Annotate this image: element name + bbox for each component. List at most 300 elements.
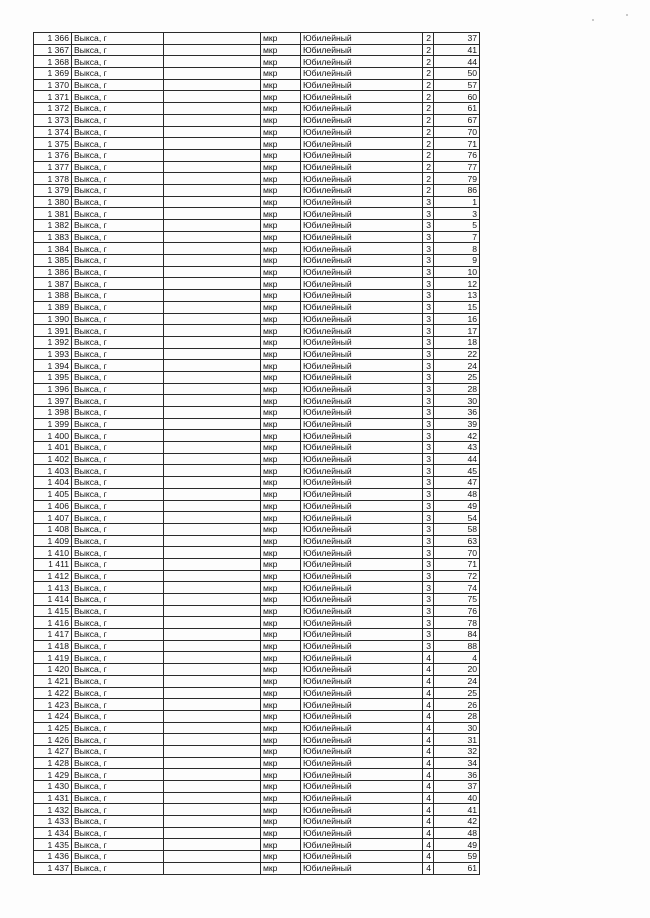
apartment-number-cell: 49 [434, 500, 480, 512]
row-number-cell: 1 416 [34, 617, 72, 629]
table-row [34, 792, 480, 804]
settlement-type-cell: мкр [261, 488, 301, 500]
house-number-cell: 3 [423, 570, 434, 582]
table-row [34, 535, 480, 547]
apartment-number-cell: 47 [434, 477, 480, 489]
city-cell: Выкса, г [72, 745, 164, 757]
street-cell: Юбилейный [301, 781, 423, 793]
street-cell: Юбилейный [301, 792, 423, 804]
apartment-number-cell: 67 [434, 114, 480, 126]
house-number-cell: 2 [423, 149, 434, 161]
street-cell: Юбилейный [301, 208, 423, 220]
street-cell: Юбилейный [301, 547, 423, 559]
blank-cell [164, 231, 261, 243]
row-number-cell: 1 420 [34, 664, 72, 676]
row-number-cell: 1 412 [34, 570, 72, 582]
table-row [34, 196, 480, 208]
apartment-number-cell: 37 [434, 33, 480, 45]
house-number-cell: 4 [423, 816, 434, 828]
row-number-cell: 1 411 [34, 558, 72, 570]
row-number-cell: 1 405 [34, 488, 72, 500]
row-number-cell: 1 388 [34, 290, 72, 302]
street-cell: Юбилейный [301, 138, 423, 150]
settlement-type-cell: мкр [261, 453, 301, 465]
blank-cell [164, 640, 261, 652]
settlement-type-cell: мкр [261, 173, 301, 185]
city-cell: Выкса, г [72, 161, 164, 173]
blank-cell [164, 360, 261, 372]
house-number-cell: 3 [423, 617, 434, 629]
settlement-type-cell: мкр [261, 383, 301, 395]
house-number-cell: 3 [423, 465, 434, 477]
address-table [33, 32, 480, 875]
blank-cell [164, 617, 261, 629]
apartment-number-cell: 17 [434, 325, 480, 337]
street-cell: Юбилейный [301, 68, 423, 80]
apartment-number-cell: 10 [434, 266, 480, 278]
blank-cell [164, 488, 261, 500]
row-number-cell: 1 410 [34, 547, 72, 559]
row-number-cell: 1 393 [34, 348, 72, 360]
settlement-type-cell: мкр [261, 184, 301, 196]
blank-cell [164, 594, 261, 606]
street-cell: Юбилейный [301, 687, 423, 699]
apartment-number-cell: 41 [434, 44, 480, 56]
row-number-cell: 1 391 [34, 325, 72, 337]
house-number-cell: 3 [423, 336, 434, 348]
city-cell: Выкса, г [72, 465, 164, 477]
settlement-type-cell: мкр [261, 547, 301, 559]
table-row [34, 255, 480, 267]
row-number-cell: 1 379 [34, 184, 72, 196]
street-cell: Юбилейный [301, 418, 423, 430]
settlement-type-cell: мкр [261, 68, 301, 80]
settlement-type-cell: мкр [261, 290, 301, 302]
row-number-cell: 1 418 [34, 640, 72, 652]
street-cell: Юбилейный [301, 769, 423, 781]
apartment-number-cell: 12 [434, 278, 480, 290]
blank-cell [164, 757, 261, 769]
apartment-number-cell: 58 [434, 523, 480, 535]
blank-cell [164, 430, 261, 442]
blank-cell [164, 664, 261, 676]
house-number-cell: 4 [423, 792, 434, 804]
settlement-type-cell: мкр [261, 640, 301, 652]
blank-cell [164, 91, 261, 103]
table-row [34, 781, 480, 793]
city-cell: Выкса, г [72, 173, 164, 185]
blank-cell [164, 79, 261, 91]
settlement-type-cell: мкр [261, 512, 301, 524]
row-number-cell: 1 381 [34, 208, 72, 220]
apartment-number-cell: 22 [434, 348, 480, 360]
row-number-cell: 1 425 [34, 722, 72, 734]
blank-cell [164, 477, 261, 489]
settlement-type-cell: мкр [261, 430, 301, 442]
settlement-type-cell: мкр [261, 710, 301, 722]
city-cell: Выкса, г [72, 33, 164, 45]
street-cell: Юбилейный [301, 430, 423, 442]
street-cell: Юбилейный [301, 79, 423, 91]
street-cell: Юбилейный [301, 126, 423, 138]
apartment-number-cell: 1 [434, 196, 480, 208]
apartment-number-cell: 18 [434, 336, 480, 348]
apartment-number-cell: 7 [434, 231, 480, 243]
table-row [34, 488, 480, 500]
apartment-number-cell: 42 [434, 430, 480, 442]
settlement-type-cell: мкр [261, 827, 301, 839]
blank-cell [164, 722, 261, 734]
row-number-cell: 1 435 [34, 839, 72, 851]
street-cell: Юбилейный [301, 371, 423, 383]
settlement-type-cell: мкр [261, 395, 301, 407]
row-number-cell: 1 386 [34, 266, 72, 278]
house-number-cell: 3 [423, 430, 434, 442]
house-number-cell: 3 [423, 407, 434, 419]
city-cell: Выкса, г [72, 769, 164, 781]
apartment-number-cell: 31 [434, 734, 480, 746]
apartment-number-cell: 26 [434, 699, 480, 711]
settlement-type-cell: мкр [261, 79, 301, 91]
settlement-type-cell: мкр [261, 44, 301, 56]
apartment-number-cell: 61 [434, 862, 480, 874]
house-number-cell: 4 [423, 839, 434, 851]
house-number-cell: 3 [423, 395, 434, 407]
city-cell: Выкса, г [72, 266, 164, 278]
row-number-cell: 1 407 [34, 512, 72, 524]
table-row [34, 816, 480, 828]
house-number-cell: 3 [423, 255, 434, 267]
table-row [34, 769, 480, 781]
row-number-cell: 1 431 [34, 792, 72, 804]
blank-cell [164, 266, 261, 278]
blank-cell [164, 816, 261, 828]
house-number-cell: 2 [423, 56, 434, 68]
table-row [34, 512, 480, 524]
blank-cell [164, 629, 261, 641]
settlement-type-cell: мкр [261, 652, 301, 664]
row-number-cell: 1 408 [34, 523, 72, 535]
house-number-cell: 4 [423, 687, 434, 699]
apartment-number-cell: 37 [434, 781, 480, 793]
apartment-number-cell: 76 [434, 149, 480, 161]
table-row [34, 442, 480, 454]
settlement-type-cell: мкр [261, 781, 301, 793]
row-number-cell: 1 395 [34, 371, 72, 383]
blank-cell [164, 371, 261, 383]
row-number-cell: 1 370 [34, 79, 72, 91]
city-cell: Выкса, г [72, 395, 164, 407]
apartment-number-cell: 75 [434, 594, 480, 606]
house-number-cell: 4 [423, 734, 434, 746]
city-cell: Выкса, г [72, 523, 164, 535]
table-row [34, 547, 480, 559]
blank-cell [164, 570, 261, 582]
row-number-cell: 1 384 [34, 243, 72, 255]
blank-cell [164, 523, 261, 535]
blank-cell [164, 734, 261, 746]
city-cell: Выкса, г [72, 453, 164, 465]
row-number-cell: 1 402 [34, 453, 72, 465]
table-row [34, 722, 480, 734]
street-cell: Юбилейный [301, 196, 423, 208]
table-row [34, 687, 480, 699]
row-number-cell: 1 422 [34, 687, 72, 699]
table-row [34, 675, 480, 687]
apartment-number-cell: 60 [434, 91, 480, 103]
street-cell: Юбилейный [301, 827, 423, 839]
row-number-cell: 1 380 [34, 196, 72, 208]
table-row [34, 220, 480, 232]
city-cell: Выкса, г [72, 547, 164, 559]
row-number-cell: 1 406 [34, 500, 72, 512]
row-number-cell: 1 366 [34, 33, 72, 45]
street-cell: Юбилейный [301, 290, 423, 302]
row-number-cell: 1 428 [34, 757, 72, 769]
house-number-cell: 3 [423, 278, 434, 290]
street-cell: Юбилейный [301, 395, 423, 407]
city-cell: Выкса, г [72, 792, 164, 804]
settlement-type-cell: мкр [261, 664, 301, 676]
house-number-cell: 3 [423, 371, 434, 383]
house-number-cell: 2 [423, 184, 434, 196]
house-number-cell: 4 [423, 827, 434, 839]
apartment-number-cell: 61 [434, 103, 480, 115]
apartment-number-cell: 71 [434, 558, 480, 570]
city-cell: Выкса, г [72, 558, 164, 570]
house-number-cell: 3 [423, 523, 434, 535]
house-number-cell: 2 [423, 138, 434, 150]
street-cell: Юбилейный [301, 512, 423, 524]
settlement-type-cell: мкр [261, 745, 301, 757]
row-number-cell: 1 401 [34, 442, 72, 454]
blank-cell [164, 851, 261, 863]
street-cell: Юбилейный [301, 44, 423, 56]
apartment-number-cell: 15 [434, 301, 480, 313]
table-row [34, 594, 480, 606]
settlement-type-cell: мкр [261, 138, 301, 150]
settlement-type-cell: мкр [261, 371, 301, 383]
settlement-type-cell: мкр [261, 325, 301, 337]
city-cell: Выкса, г [72, 640, 164, 652]
settlement-type-cell: мкр [261, 114, 301, 126]
city-cell: Выкса, г [72, 500, 164, 512]
blank-cell [164, 348, 261, 360]
street-cell: Юбилейный [301, 103, 423, 115]
street-cell: Юбилейный [301, 722, 423, 734]
apartment-number-cell: 28 [434, 383, 480, 395]
settlement-type-cell: мкр [261, 734, 301, 746]
blank-cell [164, 103, 261, 115]
city-cell: Выкса, г [72, 582, 164, 594]
house-number-cell: 2 [423, 173, 434, 185]
settlement-type-cell: мкр [261, 851, 301, 863]
street-cell: Юбилейный [301, 173, 423, 185]
table-row [34, 33, 480, 45]
apartment-number-cell: 28 [434, 710, 480, 722]
blank-cell [164, 453, 261, 465]
table-row [34, 453, 480, 465]
settlement-type-cell: мкр [261, 722, 301, 734]
city-cell: Выкса, г [72, 839, 164, 851]
street-cell: Юбилейный [301, 477, 423, 489]
apartment-number-cell: 45 [434, 465, 480, 477]
city-cell: Выкса, г [72, 56, 164, 68]
blank-cell [164, 255, 261, 267]
blank-cell [164, 196, 261, 208]
table-row [34, 734, 480, 746]
table-row [34, 383, 480, 395]
house-number-cell: 3 [423, 512, 434, 524]
blank-cell [164, 558, 261, 570]
city-cell: Выкса, г [72, 570, 164, 582]
apartment-number-cell: 79 [434, 173, 480, 185]
row-number-cell: 1 399 [34, 418, 72, 430]
row-number-cell: 1 426 [34, 734, 72, 746]
city-cell: Выкса, г [72, 360, 164, 372]
city-cell: Выкса, г [72, 383, 164, 395]
apartment-number-cell: 24 [434, 675, 480, 687]
city-cell: Выкса, г [72, 418, 164, 430]
settlement-type-cell: мкр [261, 535, 301, 547]
street-cell: Юбилейный [301, 220, 423, 232]
table-row [34, 652, 480, 664]
table-row [34, 184, 480, 196]
table-row [34, 558, 480, 570]
street-cell: Юбилейный [301, 605, 423, 617]
table-row [34, 664, 480, 676]
table-row [34, 266, 480, 278]
blank-cell [164, 418, 261, 430]
house-number-cell: 3 [423, 418, 434, 430]
row-number-cell: 1 390 [34, 313, 72, 325]
house-number-cell: 3 [423, 243, 434, 255]
row-number-cell: 1 409 [34, 535, 72, 547]
city-cell: Выкса, г [72, 827, 164, 839]
settlement-type-cell: мкр [261, 161, 301, 173]
street-cell: Юбилейный [301, 523, 423, 535]
house-number-cell: 3 [423, 500, 434, 512]
settlement-type-cell: мкр [261, 675, 301, 687]
blank-cell [164, 792, 261, 804]
blank-cell [164, 582, 261, 594]
table-row [34, 301, 480, 313]
table-row [34, 79, 480, 91]
address-table-body [34, 33, 480, 875]
street-cell: Юбилейный [301, 558, 423, 570]
city-cell: Выкса, г [72, 664, 164, 676]
house-number-cell: 4 [423, 781, 434, 793]
row-number-cell: 1 374 [34, 126, 72, 138]
street-cell: Юбилейный [301, 266, 423, 278]
row-number-cell: 1 417 [34, 629, 72, 641]
table-row [34, 862, 480, 874]
row-number-cell: 1 377 [34, 161, 72, 173]
apartment-number-cell: 78 [434, 617, 480, 629]
apartment-number-cell: 70 [434, 126, 480, 138]
city-cell: Выкса, г [72, 535, 164, 547]
blank-cell [164, 290, 261, 302]
row-number-cell: 1 437 [34, 862, 72, 874]
blank-cell [164, 173, 261, 185]
city-cell: Выкса, г [72, 430, 164, 442]
row-number-cell: 1 432 [34, 804, 72, 816]
blank-cell [164, 675, 261, 687]
street-cell: Юбилейный [301, 243, 423, 255]
street-cell: Юбилейный [301, 710, 423, 722]
row-number-cell: 1 429 [34, 769, 72, 781]
apartment-number-cell: 84 [434, 629, 480, 641]
house-number-cell: 3 [423, 348, 434, 360]
settlement-type-cell: мкр [261, 313, 301, 325]
street-cell: Юбилейный [301, 652, 423, 664]
house-number-cell: 2 [423, 91, 434, 103]
blank-cell [164, 184, 261, 196]
table-row [34, 570, 480, 582]
settlement-type-cell: мкр [261, 231, 301, 243]
table-row [34, 477, 480, 489]
apartment-number-cell: 77 [434, 161, 480, 173]
table-row [34, 313, 480, 325]
street-cell: Юбилейный [301, 184, 423, 196]
table-row [34, 278, 480, 290]
row-number-cell: 1 434 [34, 827, 72, 839]
table-row [34, 138, 480, 150]
blank-cell [164, 149, 261, 161]
city-cell: Выкса, г [72, 442, 164, 454]
settlement-type-cell: мкр [261, 792, 301, 804]
table-row [34, 149, 480, 161]
row-number-cell: 1 414 [34, 594, 72, 606]
row-number-cell: 1 421 [34, 675, 72, 687]
street-cell: Юбилейный [301, 442, 423, 454]
table-row [34, 699, 480, 711]
row-number-cell: 1 423 [34, 699, 72, 711]
row-number-cell: 1 404 [34, 477, 72, 489]
row-number-cell: 1 372 [34, 103, 72, 115]
apartment-number-cell: 13 [434, 290, 480, 302]
table-row [34, 629, 480, 641]
row-number-cell: 1 403 [34, 465, 72, 477]
city-cell: Выкса, г [72, 605, 164, 617]
blank-cell [164, 769, 261, 781]
street-cell: Юбилейный [301, 629, 423, 641]
street-cell: Юбилейный [301, 336, 423, 348]
row-number-cell: 1 375 [34, 138, 72, 150]
blank-cell [164, 138, 261, 150]
street-cell: Юбилейный [301, 699, 423, 711]
settlement-type-cell: мкр [261, 301, 301, 313]
table-row [34, 348, 480, 360]
house-number-cell: 3 [423, 325, 434, 337]
table-row [34, 523, 480, 535]
city-cell: Выкса, г [72, 652, 164, 664]
house-number-cell: 4 [423, 722, 434, 734]
street-cell: Юбилейный [301, 664, 423, 676]
row-number-cell: 1 436 [34, 851, 72, 863]
apartment-number-cell: 3 [434, 208, 480, 220]
city-cell: Выкса, г [72, 477, 164, 489]
house-number-cell: 2 [423, 33, 434, 45]
table-row [34, 371, 480, 383]
table-row [34, 605, 480, 617]
row-number-cell: 1 383 [34, 231, 72, 243]
city-cell: Выкса, г [72, 44, 164, 56]
house-number-cell: 4 [423, 851, 434, 863]
blank-cell [164, 220, 261, 232]
house-number-cell: 4 [423, 745, 434, 757]
blank-cell [164, 781, 261, 793]
